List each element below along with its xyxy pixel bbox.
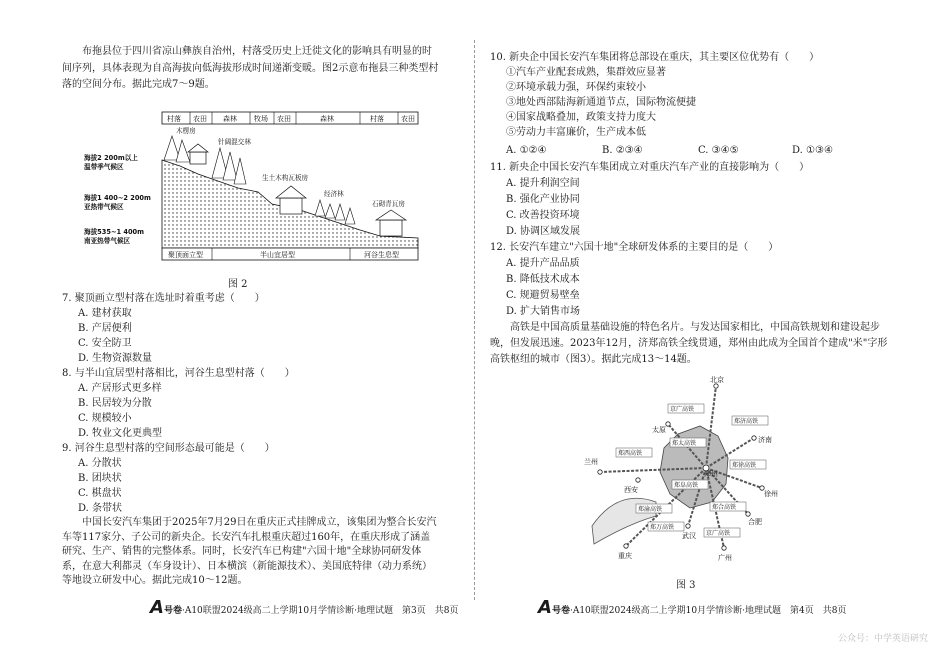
q9-option-a: A. 分散状 [78,458,122,469]
bottom-label-type-3: 河谷生息型 [364,251,399,259]
footer-left [150,597,458,618]
q12-option-c: C. 规避贸易壁垒 [506,290,580,301]
footer-text: ·A10联盟2024级高二上学期10月学情诊断·地理试题 第3页 共8页 [181,606,459,616]
intro-paragraph: 布拖县位于四川省凉山彝族自治州，村落受历史上迁徙文化的影响具有明显的时间序列，具体表现为自高海拔向低海拔形成时间递渐变暖。图2示意布拖县三种类型村落的空间分布。据此完成7～9题。 [62,46,439,90]
line-zhengxi: 郑西高铁 [618,450,643,457]
bottom-label-type-2: 半山宜居型 [260,251,295,259]
q12-option-d: D. 扩大销售市场 [506,306,581,317]
q7-option-d: D. 生物资源数量 [78,353,153,364]
question-7: 7. 聚顶画立型村落在选址时着重考虑（ ） [62,293,265,304]
q10-option-b: B. ②③④ [602,145,643,156]
question-9: 9. 河谷生息型村落的空间形态最可能是（ ） [62,443,275,454]
top-label-village-2: 村落 [370,115,384,123]
top-label-pasture: 牧场 [254,115,268,123]
q9-option-d: D. 条带状 [78,503,123,514]
q7-option-a: A. 建材获取 [78,308,132,319]
q10-item-5: ⑤劳动力丰富廉价，生产成本低 [506,127,646,138]
label-stone-house: 石砌青瓦房 [372,200,405,208]
passage-changan: 中国长安汽车集团于2025年7月29日在重庆正式挂牌成立，该集团为整合长安汽车等117家分、子公司的新央企。长安汽车扎根重庆超过160年，在重庆形成了涵盖研究、生产、销售的完整体系。同时，长安汽车已构建"六国十地"全球协同研发体系，在意大利都灵（车身设计）、日本横滨（新能源技术）、美国底特律（动力系统）等地设立研发中心。据此完成10～12题。 [62,517,437,586]
line-zhenghe: 郑合高铁 [712,504,737,511]
q10-item-2: ②环境承载力强，环保约束较小 [506,82,646,93]
city-guangzhou: 广州 [718,554,732,562]
brand-name: 号卷 [163,606,182,616]
passage-hsr: 高铁是中国高质量基础设施的特色名片。与发达国家相比，中国高铁规划和建设起步晚，但发展迅速。2023年12月，济郑高铁全线贯通，郑州由此成为全国首个建成"米"字形高铁枢纽的城市（图3）。据此完成13～14题。 [490,322,888,365]
city-xian: 西安 [624,486,638,494]
page-left [0,0,470,654]
top-label-farmland-2: 农田 [277,115,291,123]
city-lanzhou: 兰州 [584,458,598,466]
q10-item-3: ③地处西部陆海新通道节点，国际物流便捷 [506,97,696,108]
question-10: 10. 新央企中国长安汽车集团将总部设在重庆，其主要区位优势有（ ） [490,52,820,63]
q10-option-c: C. ③④⑤ [698,145,739,156]
watermark: 公众号：中学英语研究 [837,634,928,644]
q10-item-1: ①汽车产业配套成熟，集群效应显著 [506,67,666,78]
q10-option-a: A. ①②④ [506,145,547,156]
line-zhengyu: 郑渝高铁 [638,506,663,513]
zone-label-3b: 南亚热带气候区 [84,237,131,245]
city-wuhan: 武汉 [682,532,696,540]
top-label-farmland-1: 农田 [193,115,207,123]
q12-option-b: B. 降低技术成本 [506,274,580,285]
line-zhengxu: 郑徐高铁 [732,462,757,469]
zone-label-1a: 海拔2 200m以上 [84,154,138,162]
label-earth-wood-house: 生土木构瓦板房 [262,174,309,182]
brand-name: 号卷 [551,606,570,616]
top-label-forest-1: 森林 [223,115,237,123]
zone-label-2a: 海拔1 400~2 200m [84,194,151,202]
city-hefei: 合肥 [748,518,762,526]
line-zhengfu: 郑阜高铁 [674,482,699,489]
figure-3-hsr-map [578,376,798,566]
line-jingguang-north: 京广高铁 [670,406,695,413]
zone-label-3a: 海拔535~1 400m [84,228,144,236]
question-12: 12. 长安汽车建立"六国十地"全球研发体系的主要目的是（ ） [490,242,779,253]
q7-option-c: C. 安全防卫 [78,338,132,349]
q11-option-b: B. 强化产业协同 [506,194,580,205]
q11-option-c: C. 改善投资环境 [506,210,580,221]
footer-right [538,597,846,618]
page-divider [474,40,475,600]
q8-option-b: B. 民居较为分散 [78,398,152,409]
top-label-village-1: 村落 [167,115,181,123]
q8-option-d: D. 牧业文化更典型 [78,428,163,439]
line-zhengtai: 郑太高铁 [672,440,697,447]
question-11: 11. 新央企中国长安汽车集团成立对重庆汽车产业的直接影响为（ ） [490,162,810,173]
city-taiyuan: 太原 [652,426,666,434]
city-zhengzhou: 郑州 [704,470,718,478]
city-chongqing: 重庆 [618,552,632,560]
figure-3-caption: 图 3 [676,580,696,591]
city-beijing: 北京 [710,376,724,384]
q11-option-a: A. 提升利润空间 [506,178,580,189]
q9-option-b: B. 团块状 [78,473,122,484]
page-right [478,0,950,654]
figure-2-caption: 图 2 [228,279,248,290]
q11-option-d: D. 协调区域发展 [506,226,581,237]
question-8: 8. 与半山宜居型村落相比，河谷生息型村落（ ） [62,368,295,379]
zone-label-2b: 亚热带气候区 [84,203,124,211]
brand-logo: A [538,597,552,618]
q12-option-a: A. 提升产品品质 [506,258,580,269]
line-zhengwan: 郑万高铁 [650,524,675,531]
footer-text: ·A10联盟2024级高二上学期10月学情诊断·地理试题 第4页 共8页 [569,606,847,616]
city-xuzhou: 徐州 [764,490,778,498]
city-jinan: 济南 [758,436,772,444]
line-jingguang-south: 京广高铁 [706,530,731,537]
bottom-label-type-1: 聚顶面立型 [168,251,203,259]
brand-logo: A [150,597,164,618]
q9-option-c: C. 棋盘状 [78,488,122,499]
label-economic-forest: 经济林 [324,190,344,198]
top-label-farmland-3: 农田 [401,115,415,123]
label-mixed-forest: 针阔混交林 [218,138,251,146]
figure-2-village-diagram [80,108,420,266]
q10-item-4: ④国家战略叠加，政策支持力度大 [506,112,656,123]
top-label-forest-2: 森林 [320,115,334,123]
q8-option-a: A. 产居形式更多样 [78,383,162,394]
line-zhengji: 郑济高铁 [734,418,759,425]
label-log-house: 木楞房 [176,127,196,135]
q10-option-d: D. ①③④ [792,145,833,156]
q7-option-b: B. 产居便利 [78,323,132,334]
q8-option-c: C. 规模较小 [78,413,132,424]
zone-label-1b: 温带季气候区 [84,163,124,171]
